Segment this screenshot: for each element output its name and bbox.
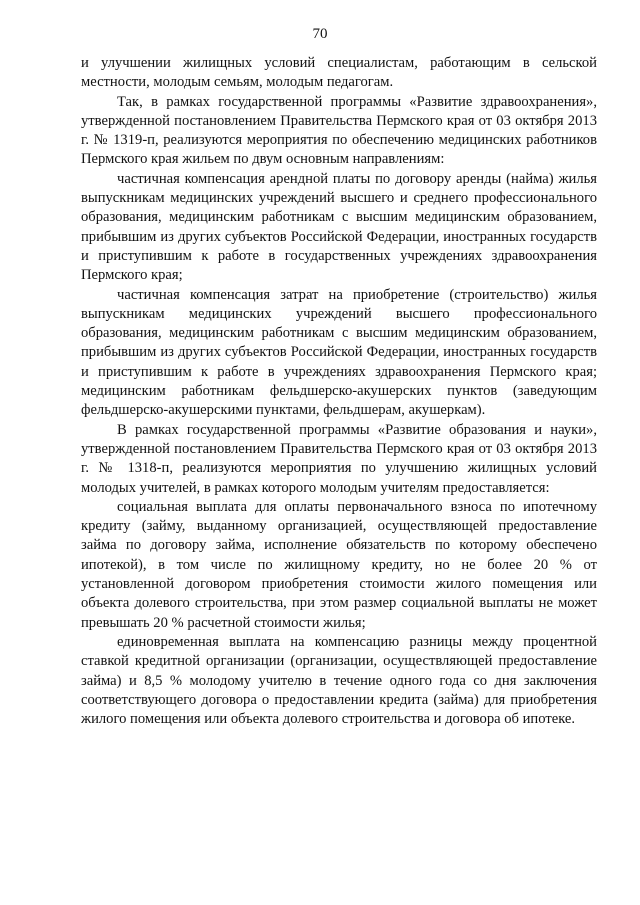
paragraph-2: Так, в рамках государственной программы «Развитие здравоохранения», утвержденной постановлением Правительства Пермского края от 03 октября 2013 г. № 1319-п, реализуются мероприятия по обеспечению медицинских работников Пермского края жильем по двум основным направлениям:	[81, 93, 597, 168]
document-body	[81, 54, 597, 729]
paragraph-5: В рамках государственной программы «Развитие образования и науки», утвержденной постановлением Правительства Пермского края от 03 октября 2013 г. № 1318-п, реализуются мероприятия по улучшению жилищных условий молодых учителей, в рамках которого молодым учителям предоставляется:	[81, 421, 597, 496]
paragraph-1: и улучшении жилищных условий специалистам, работающим в сельской местности, молодым семьям, молодым педагогам.	[81, 55, 597, 91]
paragraph-6: социальная выплата для оплаты первоначального взноса по ипотечному кредиту (займу, выданному организацией, осуществляющей предоставление займа по договору займа, исполнение обязательств по которому обеспечено ипотекой), в том числе по жилищному кредиту, но не более 20 % от установленной договором приобретения стоимости жилого помещения или объекта долевого строительства, при этом размер социальной выплаты не может превышать 20 % расчетной стоимости жилья;	[81, 498, 597, 631]
paragraph-3: частичная компенсация арендной платы по договору аренды (найма) жилья выпускникам медицинских учреждений высшего и среднего профессионального образования, медицинским работникам с высшим медицинским образованием, прибывшим из других субъектов Российской Федерации, иностранных государств и приступившим к работе в государственных учреждениях здравоохранения Пермского края;	[81, 170, 597, 284]
paragraph-7: единовременная выплата на компенсацию разницы между процентной ставкой кредитной организации (организации, осуществляющей предоставление займа) и 8,5 % молодому учителю в течение одного года со дня заключения соответствующего договора о предоставлении кредита (займа) для приобретения жилого помещения или объекта долевого строительства и договора об ипотеке.	[81, 633, 597, 728]
page-number: 70	[312, 26, 328, 42]
paragraph-4: частичная компенсация затрат на приобретение (строительство) жилья выпускникам медицинских учреждений высшего профессионального образования, медицинским работникам с высшим медицинским образованием, прибывшим из других субъектов Российской Федерации, иностранных государств и приступившим к работе в учреждениях здравоохранения Пермского края; медицинским работникам фельдшерско-акушерских пунктов (заведующим фельдшерско-акушерскими пунктами, фельдшерам, акушеркам).	[81, 286, 597, 419]
